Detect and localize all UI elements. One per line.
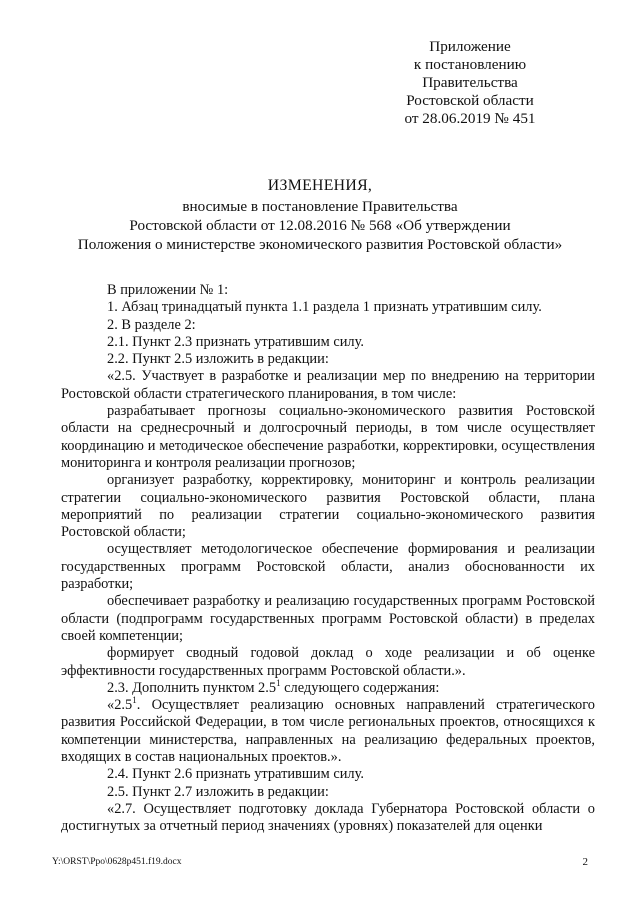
paragraph-12 (61, 680, 595, 697)
paragraph-9: осуществляет методологическое обеспечение формирования и реализации государственных программ Ростовской области, анализ обоснованности их разработки; (61, 541, 595, 593)
appendix-line-2: к постановлению (413, 56, 527, 73)
paragraph-14: 2.4. Пункт 2.6 признать утратившим силу. (107, 766, 364, 783)
paragraph-13 (61, 697, 595, 766)
paragraph-4: 2.1. Пункт 2.3 признать утратившим силу. (107, 333, 364, 350)
paragraph-2: 1. Абзац тринадцатый пункта 1.1 раздела 1 признать утратившим силу. (107, 299, 542, 316)
paragraph-12-superscript: 1 (276, 678, 281, 689)
appendix-line-4: Ростовской области (406, 92, 534, 109)
paragraph-5: 2.2. Пункт 2.5 изложить в редакции: (107, 351, 329, 368)
paragraph-12-text-a: 2.3. Дополнить пунктом 2.5 (107, 679, 277, 696)
paragraph-13-text-a: «2.5 (107, 697, 133, 714)
paragraph-10: обеспечивает разработку и реализацию государственных программ Ростовской области (подпрограмм государственных программ Ростовской области) в пределах своей компетенции; (61, 593, 595, 644)
heading-line-1: вносимые в постановление Правительства (182, 198, 458, 215)
paragraph-11: формирует сводный годовой доклад о ходе реализации и об оценке эффективности государственных программ Ростовской области.». (61, 645, 595, 679)
appendix-reference (380, 38, 560, 128)
paragraph-16: «2.7. Осуществляет подготовку доклада Губернатора Ростовской области о достигнутых за отчетный период значениях (уровнях) показателей для оценки (61, 800, 595, 835)
paragraph-8: организует разработку, корректировку, мониторинг и контроль реализации стратегии социально-экономического развития Ростовской области, плана мероприятий по реализации стратегии социально-экономического развития Ростовской области; (61, 472, 595, 541)
paragraph-7: разрабатывает прогнозы социально-экономического развития Ростовской области на среднесрочный и долгосрочный периоды, в том числе осуществляет координацию и методическое обеспечение разработки, корректировки, осуществления мониторинга и контроля реализации прогнозов; (61, 403, 595, 471)
document-title: ИЗМЕНЕНИЯ, (267, 177, 373, 194)
heading-line-2: Ростовской области от 12.08.2016 № 568 «Об утверждении (129, 217, 511, 234)
paragraph-15: 2.5. Пункт 2.7 изложить в редакции: (107, 783, 329, 800)
appendix-line-5: от 28.06.2019 № 451 (404, 110, 536, 127)
document-heading (60, 176, 580, 254)
paragraph-3: 2. В разделе 2: (107, 316, 196, 333)
heading-line-3: Положения о министерстве экономического развития Ростовской области» (77, 236, 563, 253)
file-path: Y:\ORST\Ppo\0628p451.f19.docx (52, 857, 182, 867)
appendix-line-1: Приложение (429, 38, 511, 55)
paragraph-1: В приложении № 1: (107, 282, 229, 298)
page-number: 2 (582, 856, 588, 868)
appendix-line-3: Правительства (422, 74, 518, 91)
document-body (61, 282, 595, 836)
paragraph-6: «2.5. Участвует в разработке и реализации мер по внедрению на территории Ростовской области стратегического планирования, в том числе: (61, 368, 595, 402)
paragraph-13-text-b: . Осуществляет реализацию основных направлений стратегического развития Российской Федерации, в том числе региональных проектов, относящихся к компетенции министерства, направленных на реализацию федеральных проектов, входящих в состав национальных проектов.». (61, 697, 595, 766)
paragraph-13-superscript: 1 (132, 695, 137, 706)
paragraph-12-text-b: следующего содержания: (280, 679, 440, 696)
